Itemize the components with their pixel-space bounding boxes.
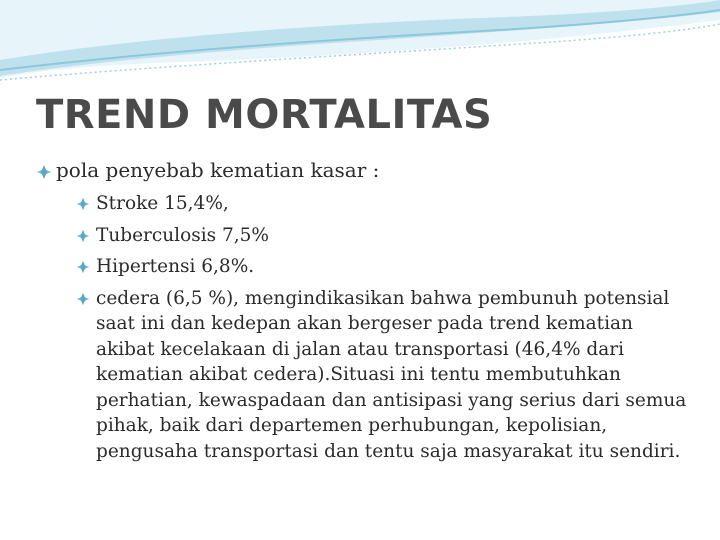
list-item <box>76 286 696 465</box>
diamond-bullet-icon <box>76 229 90 243</box>
list-item-text: Hipertensi 6,8%. <box>96 256 255 277</box>
header-wave-decoration <box>0 0 720 100</box>
list-item-text: cedera (6,5 %), mengindikasikan bahwa pembunuh potensial saat ini dan kedepan akan bergeser pada trend kematian akibat kecelakaan di jalan atau transportasi (46,4% dari kematian akibat cedera).Situasi ini tentu membutuhkan perhatian, kewaspadaan dan antisipasi yang serius dari semua pihak, baik dari departemen perhubungan, kepolisian, pengusaha transportasi dan tentu saja masyarakat itu sendiri. <box>96 287 687 462</box>
diamond-bullet-icon <box>76 197 90 211</box>
diamond-bullet-icon <box>76 260 90 274</box>
list-item-text: Stroke 15,4%, <box>96 193 229 214</box>
slide-title: TREND MORTALITAS <box>36 92 493 138</box>
intro-text: pola penyebab kematian kasar : <box>56 158 380 182</box>
diamond-bullet-icon <box>36 164 52 180</box>
list-item <box>76 191 696 217</box>
intro-bullet <box>36 158 379 182</box>
sub-bullet-list <box>76 191 696 470</box>
list-item <box>76 223 696 249</box>
list-item <box>76 254 696 280</box>
diamond-bullet-icon <box>76 292 90 306</box>
list-item-text: Tuberculosis 7,5% <box>96 224 270 246</box>
